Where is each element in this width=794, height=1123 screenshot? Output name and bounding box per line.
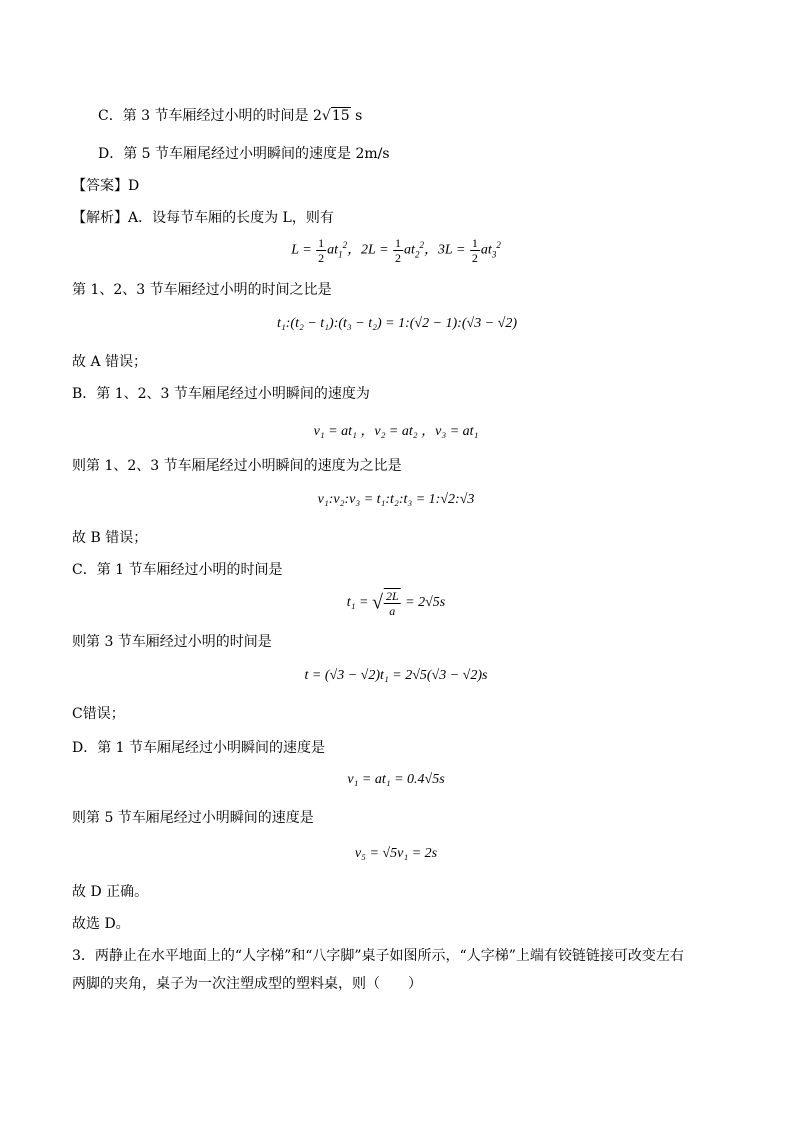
para-time-ratio: 第 1、2、3 节车厢经过小明的时间之比是 bbox=[72, 282, 332, 298]
equation-time-ratio: t₁:(t₂ − t₁):(t₃ − t₂) = 1:(√2 − 1):(√3 − √2) bbox=[276, 316, 518, 331]
para-d-correct: 故 D 正确。 bbox=[72, 884, 149, 900]
para-speed-ratio: 则第 1、2、3 节车厢尾经过小明瞬间的速度为之比是 bbox=[72, 458, 402, 474]
para-choose-d: 故选 D。 bbox=[72, 916, 130, 932]
para-third-car: 则第 3 节车厢经过小明的时间是 bbox=[72, 634, 272, 650]
analysis-intro: 【解析】A．设每节车厢的长度为 L，则有 bbox=[72, 210, 334, 226]
equation-speed-ratio: v₁:v₂:v₃ = t₁:t₂:t₃ = 1:√2:√3 bbox=[317, 492, 475, 507]
equation-lengths: L = $\frac{1}{2}$ $at_1^2$，2L = $\frac{1}{2}$ $at_2^2$，3L = $\frac{1}{2}$ $at_3^2$ bbox=[291, 236, 501, 265]
option-c: C．第 3 节车厢经过小明的时间是 2√15 s bbox=[98, 108, 363, 124]
equation-v5: v₅ = √5v₁ = 2s bbox=[354, 846, 438, 861]
answer-label: 【答案】D bbox=[72, 178, 140, 194]
para-b-speeds: B．第 1、2、3 节车厢尾经过小明瞬间的速度为 bbox=[72, 386, 370, 402]
para-c-first-car: C．第 1 节车厢经过小明的时间是 bbox=[72, 562, 283, 578]
para-b-wrong: 故 B 错误； bbox=[72, 530, 148, 546]
equation-v1: v₁ = at₁ = 0.4√5s bbox=[347, 772, 445, 787]
equation-t1: t₁ = √ $\frac{2L}{a}$ = 2√5s bbox=[346, 589, 446, 618]
para-a-wrong: 故 A 错误； bbox=[72, 354, 148, 370]
option-d: D．第 5 节车厢尾经过小明瞬间的速度是 2m/s bbox=[98, 146, 390, 162]
question-3-line2: 两脚的夹角，桌子为一次注塑成型的塑料桌，则（ ） bbox=[72, 976, 422, 992]
equation-speeds: v₁ = at₁ ，v₂ = at₂ ，v₃ = at₁ bbox=[313, 424, 479, 439]
para-fifth-speed: 则第 5 节车厢尾经过小明瞬间的速度是 bbox=[72, 810, 314, 826]
equation-t3: t = (√3 − √2)t₁ = 2√5(√3 − √2)s bbox=[304, 668, 488, 683]
para-c-wrong: C错误； bbox=[72, 706, 125, 722]
para-d-first-speed: D．第 1 节车厢尾经过小明瞬间的速度是 bbox=[72, 740, 326, 756]
question-3-line1: 3．两静止在水平地面上的“人字梯”和“八字脚”桌子如图所示，“人字梯”上端有铰链链接可改变左右 bbox=[72, 948, 684, 964]
